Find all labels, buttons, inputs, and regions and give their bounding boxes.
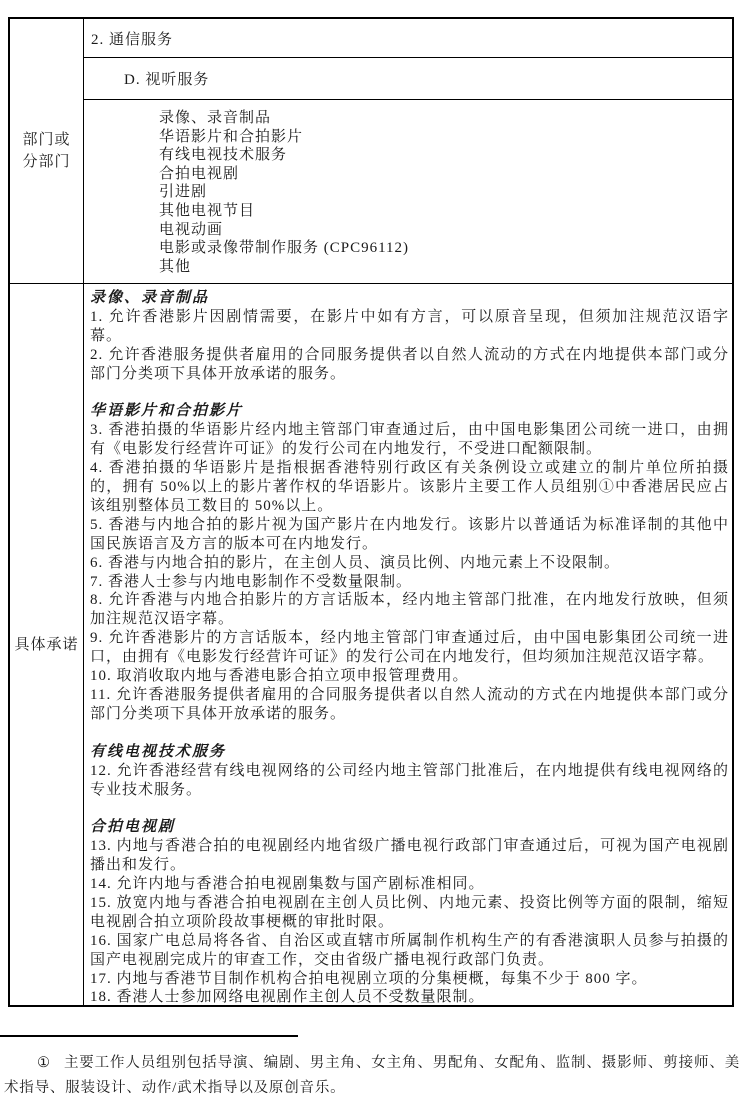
service-item: 有线电视技术服务	[159, 147, 288, 164]
commitment-heading: 合拍电视剧	[90, 819, 176, 836]
service-item: 引进剧	[159, 184, 208, 201]
sector-label-line1: 部门或	[22, 132, 71, 148]
commitment-heading: 有线电视技术服务	[90, 743, 227, 760]
commitment-item: 17. 内地与香港节目制作机构合拍电视剧立项的分集梗概，每集不少于 800 字。	[90, 970, 648, 987]
footnote	[4, 1051, 740, 1101]
commitment-item: 4. 香港拍摄的华语影片是指根据香港特别行政区有关条例设立或建立的制片单位所拍摄的，拥有 50%以上的影片著作权的华语影片。该影片主要工作人员组别①中香港居民应占该组别整体员工数目的 50%以上。	[90, 460, 729, 514]
service-item: 电视动画	[159, 221, 224, 238]
commitment-item: 2. 允许香港服务提供者雇用的合同服务提供者以自然人流动的方式在内地提供本部门或分部门分类项下具体开放承诺的服务。	[90, 346, 729, 382]
commitment-item: 1. 允许香港影片因剧情需要，在影片中如有方言，可以原音呈现，但须加注规范汉语字幕。	[90, 308, 729, 344]
commitment-item: 3. 香港拍摄的华语影片经内地主管部门审查通过后，由中国电影集团公司统一进口，由拥有《电影发行经营许可证》的发行公司在内地发行，不受进口配额限制。	[90, 422, 729, 458]
commitment-item: 5. 香港与内地合拍的影片视为国产影片在内地发行。该影片以普通话为标准译制的其他中国民族语言及方言的版本可在内地发行。	[90, 516, 729, 552]
sector-category	[84, 19, 732, 58]
commitment-heading: 录像、录音制品	[90, 290, 210, 306]
commitment-heading: 华语影片和合拍影片	[90, 403, 244, 420]
sector-row	[10, 19, 732, 284]
service-item: 录像、录音制品	[159, 110, 272, 126]
commitment-item: 9. 允许香港影片的方言话版本，经内地主管部门审查通过后，由中国电影集团公司统一进口，由拥有《电影发行经营许可证》的发行公司在内地发行，但均须加注规范汉语字幕。	[90, 630, 729, 666]
commitments-cell	[84, 284, 732, 1005]
service-item: 电影或录像带制作服务 (CPC96112)	[159, 240, 410, 257]
commitments-row	[10, 284, 732, 1005]
commitments-table	[8, 17, 734, 1007]
sector-content	[84, 19, 732, 283]
sector-category-text: 2. 通信服务	[91, 31, 174, 48]
footnote-marker: ①	[37, 1055, 51, 1071]
commitment-item: 10. 取消收取内地与香港电影合拍立项申报管理费用。	[90, 668, 469, 685]
commitment-item: 7. 香港人士参与内地电影制作不受数量限制。	[90, 573, 413, 590]
service-item: 其他电视节目	[159, 202, 256, 219]
commitment-item: 16. 国家广电总局将各省、自治区或直辖市所属制作机构生产的有香港演职人员参与拍摄的国产电视剧完成片的审查工作，交由省级广播电视行政部门负责。	[90, 932, 729, 968]
commitment-item: 8. 允许香港与内地合拍影片的方言话版本，经内地主管部门批准，在内地发行放映，但须加注规范汉语字幕。	[90, 592, 729, 628]
service-list	[84, 100, 732, 283]
commitments-label-text: 具体承诺	[14, 636, 79, 653]
commitment-item: 11. 允许香港服务提供者雇用的合同服务提供者以自然人流动的方式在内地提供本部门或分部门分类项下具体开放承诺的服务。	[90, 687, 729, 722]
commitment-item: 6. 香港与内地合拍的影片，在主创人员、演员比例、内地元素上不设限制。	[90, 554, 621, 571]
footnote-rule	[0, 1035, 298, 1037]
sector-label-line2: 分部门	[22, 154, 71, 170]
commitment-item: 13. 内地与香港合拍的电视剧经内地省级广播电视行政部门审查通过后，可视为国产电视剧播出和发行。	[90, 838, 729, 874]
sector-label-cell	[10, 19, 84, 283]
commitment-item: 12. 允许香港经营有线电视网络的公司经内地主管部门批准后，在内地提供有线电视网络的专业技术服务。	[90, 762, 729, 798]
commitment-item: 18. 香港人士参加网络电视剧作主创人员不受数量限制。	[90, 989, 485, 1005]
footnote-text: 主要工作人员组别包括导演、编剧、男主角、女主角、男配角、女配角、监制、摄影师、剪接师、美术指导、服装设计、动作/武术指导以及原创音乐。	[4, 1055, 740, 1096]
service-item: 其他	[159, 258, 192, 275]
sector-subcategory	[84, 58, 732, 100]
sector-subcategory-text: D. 视听服务	[124, 72, 210, 88]
commitment-item: 15. 放宽内地与香港合拍电视剧在主创人员比例、内地元素、投资比例等方面的限制，缩短电视剧合拍立项阶段故事梗概的审批时限。	[90, 894, 729, 930]
commitment-item: 14. 允许内地与香港合拍电视剧集数与国产剧标准相同。	[90, 876, 485, 893]
service-item: 合拍电视剧	[159, 165, 240, 182]
commitments-label-cell	[10, 284, 84, 1005]
service-item: 华语影片和合拍影片	[159, 128, 304, 145]
